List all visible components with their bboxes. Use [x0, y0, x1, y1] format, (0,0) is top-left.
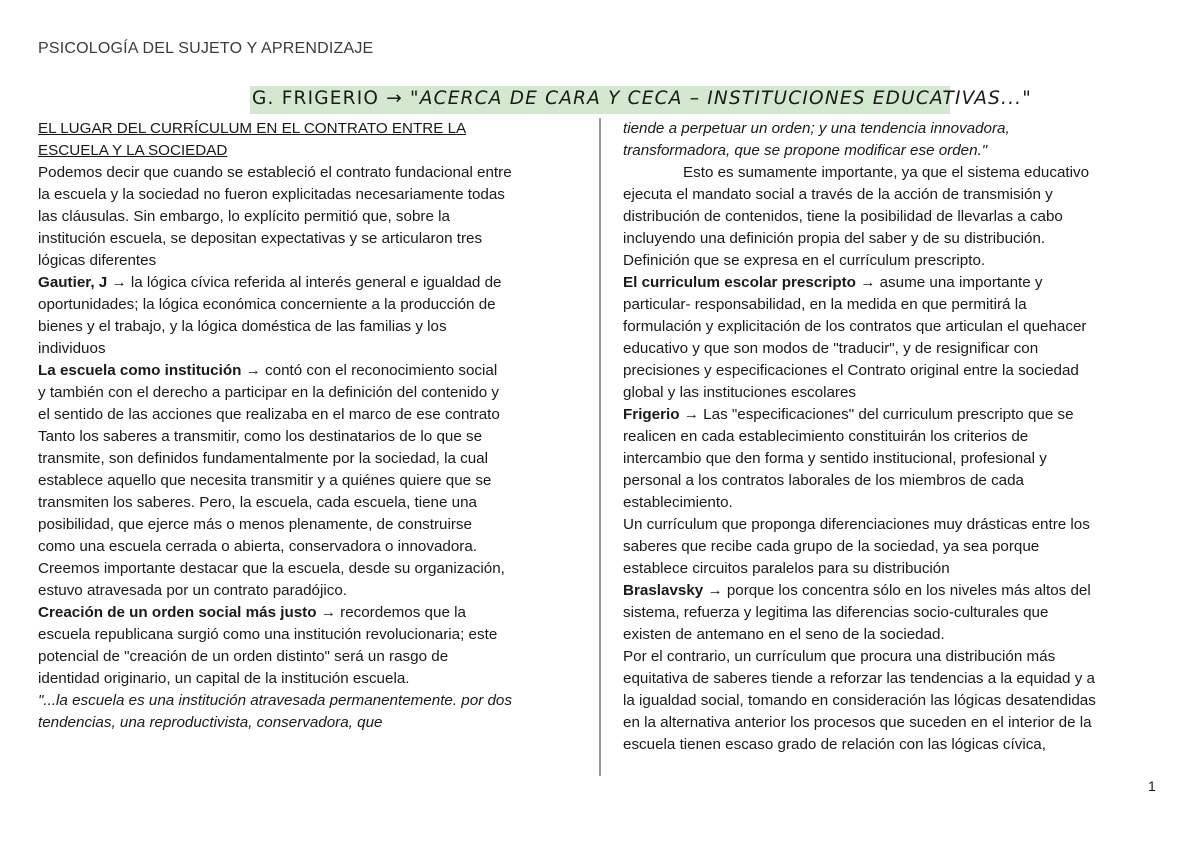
paragraph-line: transmiten los saberes. Pero, la escuela, cada escuela, tiene una [38, 494, 478, 511]
paragraph-line: escuela tienen escaso grado de relación con las lógicas cívica, [623, 736, 1046, 753]
course-header: PSICOLOGÍA DEL SUJETO Y APRENDIZAJE [38, 40, 374, 57]
paragraph-line: educativo y que son modos de "traducir", y de resignificar con [623, 340, 1039, 357]
paragraph-line: identidad originario, un capital de la institución escuela. [38, 670, 410, 687]
paragraph-line: establece aquello que necesita transmitir y a quiénes quiere que se [38, 472, 492, 489]
term-text: → asume una importante y [855, 274, 1043, 291]
column-divider [599, 118, 601, 776]
right-column [623, 118, 1163, 756]
paragraph-line: la escuela y la sociedad no fueron explicitadas necesariamente todas [38, 186, 505, 203]
term-text: porque los concentra sólo en los niveles más altos del [722, 582, 1091, 599]
paragraph-line: intercambio que den forma y sentido institucional, profesional y [623, 450, 1047, 467]
paragraph-line: bienes y el trabajo, y la lógica doméstica de las familias y los [38, 318, 447, 335]
paragraph-line: transmite, son definidos fundamentalmente por la sociedad, la cual [38, 450, 488, 467]
term-text: la lógica cívica referida al interés general e igualdad de [126, 274, 502, 291]
paragraph-line: Esto es sumamente importante, ya que el sistema educativo [683, 164, 1090, 181]
term-label: Braslavsky → [623, 582, 723, 599]
document-title [252, 88, 1032, 109]
paragraph-line: equitativa de saberes tiende a reforzar las tendencias a la equidad y a [623, 670, 1095, 687]
paragraph-line: ejecuta el mandato social a través de la acción de transmisión y [623, 186, 1053, 203]
quote-line: transformadora, que se propone modificar ese orden." [623, 142, 988, 159]
paragraph-line: Creemos importante destacar que la escuela, desde su organización, [38, 560, 505, 577]
paragraph-line: Tanto los saberes a transmitir, como los destinatarios de lo que se [38, 428, 483, 445]
paragraph-line: establecimiento. [623, 494, 733, 511]
paragraph-line: oportunidades; la lógica económica concerniente a la producción de [38, 296, 496, 313]
quote-line: "...la escuela es una institución atravesada permanentemente. por dos [38, 692, 512, 709]
term-label: Gautier, J → [38, 274, 127, 291]
paragraph-line: las cláusulas. Sin embargo, lo explícito permitió que, sobre la [38, 208, 450, 225]
paragraph-line [38, 272, 578, 294]
paragraph-line: Por el contrario, un currículum que procura una distribución más [623, 648, 1056, 665]
paragraph-line: realicen en cada establecimiento constituirán los criterios de [623, 428, 1029, 445]
quote-line: tendencias, una reproductivista, conservadora, que [38, 714, 383, 731]
paragraph-line: como una escuela cerrada o abierta, conservadora o innovadora. [38, 538, 478, 555]
paragraph-line: Definición que se expresa en el currículum prescripto. [623, 252, 986, 269]
term-label: Frigerio [623, 406, 680, 423]
paragraph-line: personal a los contratos laborales de los miembros de cada [623, 472, 1025, 489]
term-label: El curriculum escolar prescripto [623, 274, 856, 291]
paragraph-line: distribución de contenidos, tiene la posibilidad de llevarlas a cabo [623, 208, 1063, 225]
paragraph-line: estuvo atravesada por un contrato paradójico. [38, 582, 348, 599]
paragraph-line: global y las instituciones escolares [623, 384, 856, 401]
term-text: contó con el reconocimiento social [260, 362, 498, 379]
paragraph-line: incluyendo una definición propia del saber y de su distribución. [623, 230, 1046, 247]
paragraph-line [38, 360, 578, 382]
paragraph-line: Un currículum que proponga diferenciaciones muy drásticas entre los [623, 516, 1090, 533]
paragraph-line: particular- responsabilidad, en la medida en que permitirá la [623, 296, 1027, 313]
term-label: Creación de un orden social más justo [38, 604, 317, 621]
paragraph-line: el sentido de las acciones que realizaba en el marco de ese contrato [38, 406, 500, 423]
paragraph-line: y también con el derecho a participar en la definición del contenido y [38, 384, 499, 401]
term-text: → Las "especificaciones" del curriculum prescripto que se [679, 406, 1074, 423]
paragraph-line: posibilidad, que ejerce más o menos plenamente, de construirse [38, 516, 472, 533]
page-number: 1 [1148, 778, 1156, 794]
paragraph-line: saberes que recibe cada grupo de la sociedad, ya sea porque [623, 538, 1040, 555]
paragraph-line: precisiones y especificaciones el Contrato original entre la sociedad [623, 362, 1079, 379]
section-heading-line: ESCUELA Y LA SOCIEDAD [38, 142, 228, 159]
paragraph-line: la igualdad social, tomando en consideración las lógicas desatendidas [623, 692, 1096, 709]
quote-line: tiende a perpetuar un orden; y una tendencia innovadora, [623, 120, 1010, 137]
paragraph-line [623, 404, 1163, 426]
paragraph-line: institución escuela, se depositan expectativas y se articularon tres [38, 230, 483, 247]
title-author: G. FRIGERIO → [252, 88, 411, 109]
paragraph-line: potencial de "creación de un orden distinto" será un rasgo de [38, 648, 449, 665]
section-heading-line: EL LUGAR DEL CURRÍCULUM EN EL CONTRATO ENTRE LA [38, 120, 467, 137]
term-label: La escuela como institución → [38, 362, 261, 379]
paragraph-line: establece circuitos paralelos para su distribución [623, 560, 950, 577]
left-column [38, 118, 578, 734]
paragraph-line: existen de antemano en el seno de la sociedad. [623, 626, 945, 643]
paragraph-line: individuos [38, 340, 106, 357]
paragraph-line [623, 580, 1163, 602]
paragraph-line: escuela republicana surgió como una institución revolucionaria; este [38, 626, 498, 643]
paragraph-line: formulación y explicitación de los contratos que articulan el quehacer [623, 318, 1087, 335]
paragraph-line [38, 602, 578, 624]
paragraph-line: Podemos decir que cuando se estableció el contrato fundacional entre [38, 164, 512, 181]
paragraph-line: sistema, refuerza y legitima las diferencias socio-culturales que [623, 604, 1049, 621]
title-work: "ACERCA DE CARA Y CECA – INSTITUCIONES EDUCATIVAS..." [410, 88, 1032, 109]
paragraph-line [623, 272, 1163, 294]
paragraph-line: lógicas diferentes [38, 252, 157, 269]
paragraph-line: en la alternativa anterior los procesos que suceden en el interior de la [623, 714, 1092, 731]
term-text: → recordemos que la [316, 604, 466, 621]
